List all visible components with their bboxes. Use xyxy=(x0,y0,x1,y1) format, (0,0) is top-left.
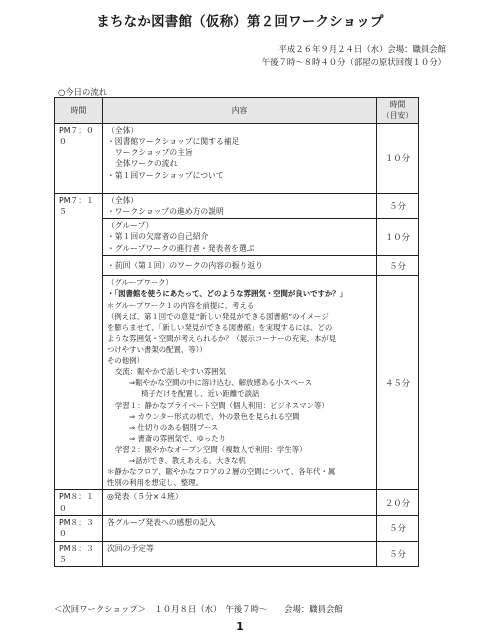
content-cell xyxy=(103,256,377,276)
content-cell xyxy=(103,276,377,490)
content-line: ・ワークショップの進め方の説明 xyxy=(107,206,224,216)
page-number: 1 xyxy=(236,620,244,633)
content-line: （全体） xyxy=(107,125,139,135)
content-cell: ◎発表（５分×４班） xyxy=(103,490,377,516)
content-line: ⇒賑やかな空間の中に溶け込む、解放感ある小スペース xyxy=(129,378,313,388)
content-cell: 各グループ発表への感想の記入 xyxy=(103,516,377,542)
time-cell: PM８：３５ xyxy=(55,541,103,567)
duration-cell: １０分 xyxy=(377,219,419,256)
content-line: （グループ） xyxy=(107,221,154,231)
duration-cell: ５分 xyxy=(377,193,419,219)
content-line: （グループワーク） xyxy=(107,278,173,288)
content-line: ・図書館ワークショップに関する補足 xyxy=(107,136,240,146)
header-duration xyxy=(377,98,419,124)
content-line: ・前回（第１回）のワークの内容の振り返り xyxy=(107,261,263,271)
date-venue-line: 平成２６年９月２４日（水）会場：職員会館 xyxy=(278,44,446,54)
time-line: 午後７時〜８時４０分（部屋の原状回復１０分） xyxy=(261,57,446,67)
table-row xyxy=(55,193,419,219)
content-line: ＊グループワーク１の内容を前提に、考える xyxy=(107,300,255,310)
time-cell: PM８：１０ xyxy=(55,490,103,516)
content-line: ⇒ 書斎の雰囲気で、ゆったり xyxy=(129,433,227,443)
content-line: つけやすい書架の配置、等）） xyxy=(107,345,207,355)
document-title: まちなか図書館（仮称）第２回ワークショップ xyxy=(96,14,384,30)
content-line: その他例） xyxy=(107,356,144,366)
content-line: ・第１回の欠席者の自己紹介 xyxy=(107,232,209,242)
duration-cell: ５分 xyxy=(377,256,419,276)
time-cell: PM７：００ xyxy=(55,123,103,193)
table-row xyxy=(55,541,419,567)
content-line: 学習２：賑やかなオープン空間（複数人で利用：学生等） xyxy=(115,445,307,455)
content-cell xyxy=(103,193,377,219)
header-duration-line1: 時間 xyxy=(389,100,406,109)
content-line: ＊静かなフロア、賑やかなフロアの２層の空間について、各年代・属 xyxy=(107,467,336,477)
header-time: 時間 xyxy=(55,98,103,124)
content-cell xyxy=(103,123,377,193)
duration-cell: １０分 xyxy=(377,123,419,193)
content-line: ・「図書館を使うにあたって、どのような雰囲気・空間が良いですか？」 xyxy=(107,289,348,299)
content-line: （例えば、第１回での意見“新しい発見ができる図書館”のイメージ xyxy=(107,311,329,321)
content-cell: 次回の予定等 xyxy=(103,541,377,567)
duration-cell: ５分 xyxy=(377,516,419,542)
table-header-row xyxy=(55,98,419,124)
content-line: 椅子だけを配置し、近い距離で談話 xyxy=(141,389,260,399)
table-row xyxy=(55,219,419,256)
content-line: 性別の利用を想定し、整理。 xyxy=(107,478,204,488)
flow-heading: ○今日の流れ xyxy=(58,87,108,97)
time-cell: PM７：１５ xyxy=(55,193,103,490)
content-line: ⇒ カウンター形式の机で、外の景色を見られる空間 xyxy=(129,411,300,421)
content-line: ・第１回ワークショップについて xyxy=(107,170,224,180)
table-row xyxy=(55,516,419,542)
content-line: ような雰囲気・空間が考えられるか？（展示コーナーの充実、本が見 xyxy=(107,333,337,343)
duration-cell: ５分 xyxy=(377,541,419,567)
duration-cell: ２０分 xyxy=(377,490,419,516)
content-line: 交流：賑やかで話しやすい雰囲気 xyxy=(115,367,226,377)
content-line: ・グループワークの進行者・発表者を選ぶ xyxy=(107,243,255,253)
duration-cell: ４５分 xyxy=(377,276,419,490)
content-line: ワークショップの主旨 xyxy=(115,148,193,158)
header-duration-line2: （目安） xyxy=(381,111,414,121)
content-line: （全体） xyxy=(107,195,139,205)
table-row xyxy=(55,123,419,193)
table-row xyxy=(55,490,419,516)
content-line: ⇒話ができ、教えあえる。大きな机 xyxy=(129,456,246,466)
table-row xyxy=(55,276,419,490)
header-content: 内容 xyxy=(103,98,377,124)
content-cell xyxy=(103,219,377,256)
content-line: 学習１：静かなプライベート空間（個人利用：ビジネスマン等） xyxy=(115,400,329,410)
content-line: を膨らませて、「新しい発見ができる図書館」を実現するには、どの xyxy=(107,322,333,332)
time-cell: PM８：３０ xyxy=(55,516,103,542)
content-line: ⇒ 仕切りのある個別ブース xyxy=(129,422,219,432)
schedule-table xyxy=(54,97,419,567)
content-line: 全体ワークの流れ xyxy=(115,159,178,169)
next-workshop-note: ＜次回ワークショップ＞ １０月８日（水） 午後７時〜 会場：職員会館 xyxy=(54,604,343,614)
table-row xyxy=(55,256,419,276)
